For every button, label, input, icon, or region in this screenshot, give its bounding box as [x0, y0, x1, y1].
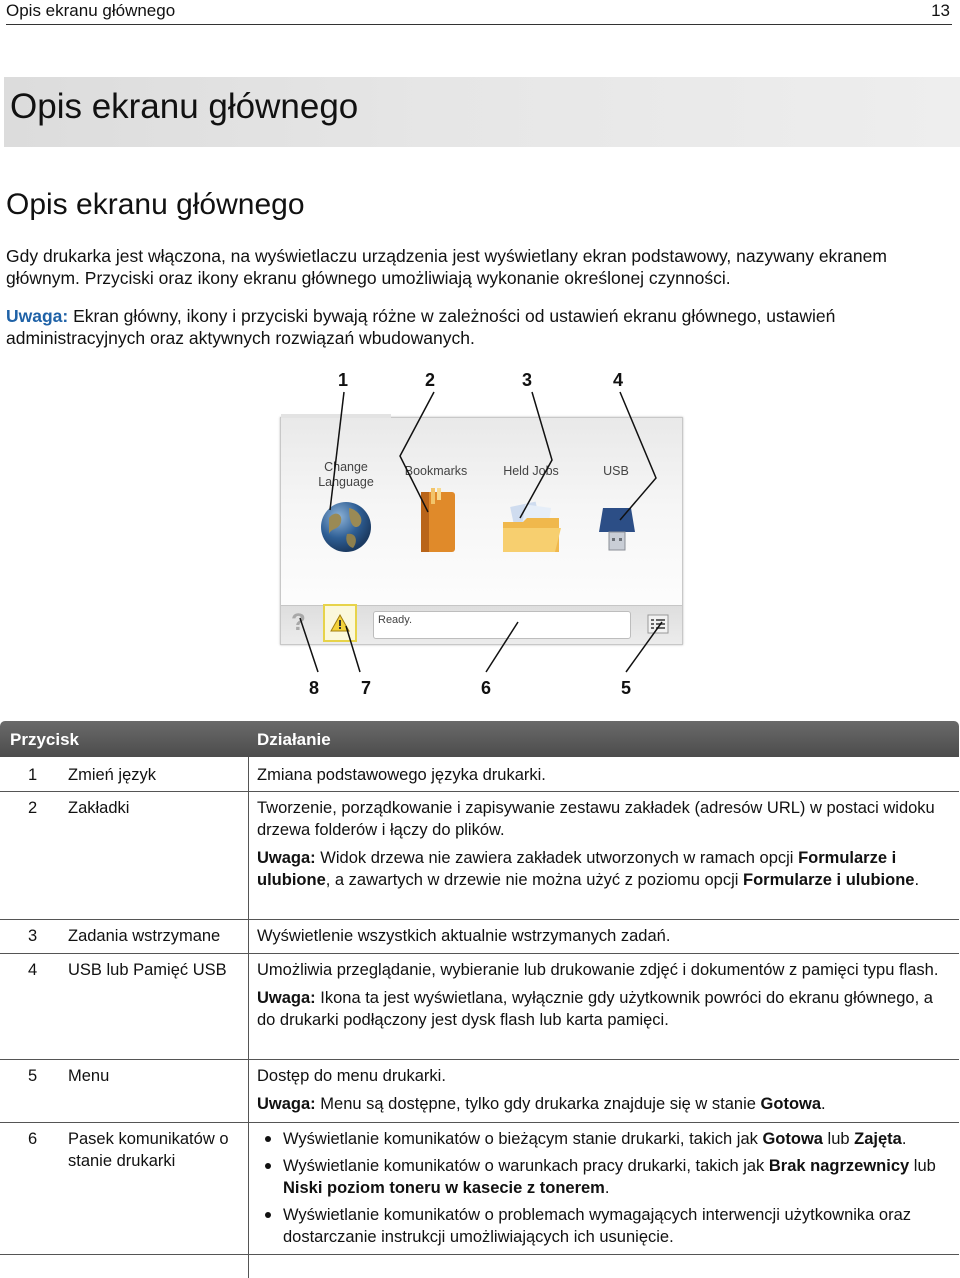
- row-button: Zadania wstrzymane: [68, 927, 221, 945]
- note-label: Uwaga:: [257, 989, 316, 1007]
- help-icon[interactable]: ?: [291, 609, 306, 636]
- callout-7: 7: [361, 678, 372, 698]
- running-header-title: Opis ekranu głównego: [6, 1, 176, 20]
- header-button: Przycisk: [10, 730, 79, 749]
- row-action: [257, 925, 955, 947]
- row-button: Pasek komunikatów o stanie drukarki: [68, 1130, 229, 1170]
- note-bold: Gotowa: [760, 1095, 822, 1113]
- action-note: [257, 847, 955, 891]
- row-number: 5: [28, 1067, 38, 1085]
- header-action: Działanie: [257, 730, 331, 749]
- running-header: [6, 0, 952, 25]
- action-text: Wyświetlenie wszystkich aktualnie wstrzymanych zadań.: [257, 927, 671, 945]
- callout-1: 1: [338, 370, 349, 390]
- intro-paragraph: Gdy drukarka jest włączona, na wyświetlaczu urządzenia jest wyświetlany ekran podstawowy, nazywany ekranem głównym. Przyciski oraz ikony ekranu głównego umożliwiają wykonanie określonej czynności.: [6, 246, 887, 288]
- table-row: [0, 791, 959, 920]
- row-button: Zmień język: [68, 766, 157, 784]
- home-screen-figure: [270, 360, 700, 705]
- callout-6: 6: [481, 678, 492, 698]
- action-text: Umożliwia przeglądanie, wybieranie lub drukowanie zdjęć i dokumentów z pamięci typu flash.: [257, 961, 939, 979]
- row-button: Menu: [68, 1067, 110, 1085]
- row-button: Zakładki: [68, 799, 130, 817]
- row-number: 2: [28, 799, 38, 817]
- bullet-list: [257, 1128, 955, 1248]
- callout-lines: [270, 360, 700, 705]
- row-number: 6: [28, 1130, 38, 1148]
- section-title: Opis ekranu głównego: [6, 188, 305, 221]
- held-jobs-label: Held Jobs: [503, 464, 559, 478]
- table-row: [0, 953, 959, 1060]
- note-bold: Formularze i ulubione: [743, 871, 915, 889]
- callout-3: 3: [522, 370, 533, 390]
- action-note: [257, 987, 955, 1031]
- bookmarks-label: Bookmarks: [404, 464, 468, 478]
- callout-4: 4: [613, 370, 624, 390]
- action-text: Tworzenie, porządkowanie i zapisywanie zestawu zakładek (adresów URL) w postaci widoku drzewa folderów i łączy do plików.: [257, 799, 935, 839]
- note-label: Uwaga:: [257, 1095, 316, 1113]
- row-button: USB lub Pamięć USB: [68, 961, 227, 979]
- table-row: [0, 919, 959, 954]
- status-message: Ready.: [378, 614, 413, 626]
- callout-8: 8: [309, 678, 320, 698]
- table-header: [0, 721, 959, 757]
- chapter-band: [4, 77, 960, 147]
- note-label: Uwaga:: [6, 306, 69, 326]
- note-text: Menu są dostępne, tylko gdy drukarka znajduje się w stanie: [315, 1095, 761, 1113]
- note-text: .: [914, 871, 920, 889]
- list-item: Wyświetlanie komunikatów o bieżącym stanie drukarki, takich jak Gotowa lub Zajęta.: [257, 1128, 955, 1150]
- usb-label: USB: [603, 464, 629, 478]
- action-note: [257, 1093, 955, 1115]
- chapter-title: Opis ekranu głównego: [10, 87, 359, 126]
- action-text: Dostęp do menu drukarki.: [257, 1067, 446, 1085]
- note-text: Ekran główny, ikony i przyciski bywają różne w zależności od ustawień ekranu głównego, ustawień administracyjnych oraz aktywnych rozwiązań wbudowanych.: [6, 306, 836, 348]
- row-action: [257, 797, 955, 891]
- note-bold: Formularze i ulubione: [257, 849, 897, 889]
- note-text: , a zawartych w drzewie nie można użyć z poziomu opcji: [325, 871, 744, 889]
- page-number: 13: [931, 1, 950, 20]
- row-action: [257, 1065, 955, 1115]
- row-number: 4: [28, 961, 38, 979]
- change-language-label: Change Language: [318, 460, 374, 489]
- row-action: [257, 764, 955, 786]
- row-action: [257, 1128, 955, 1253]
- note-paragraph: [6, 305, 956, 349]
- table-row: [0, 1122, 959, 1255]
- row-number: 1: [28, 766, 38, 784]
- row-number: 3: [28, 927, 38, 945]
- row-action: [257, 959, 955, 1031]
- list-item: Wyświetlanie komunikatów o problemach wymagających interwencji użytkownika oraz dostarczanie instrukcji umożliwiających ich usunięcie.: [257, 1204, 955, 1248]
- note-text: .: [821, 1095, 826, 1113]
- callout-2: 2: [425, 370, 436, 390]
- note-label: Uwaga:: [257, 849, 316, 867]
- action-text: Zmiana podstawowego języka drukarki.: [257, 766, 546, 784]
- note-text: Ikona ta jest wyświetlana, wyłącznie gdy użytkownik powróci do ekranu głównego, a do drukarki podłączony jest dysk flash lub karta pamięci.: [257, 989, 933, 1029]
- table-row: [0, 757, 959, 792]
- list-item: Wyświetlanie komunikatów o warunkach pracy drukarki, takich jak Brak nagrzewnicy lub Niski poziom toneru w kasecie z tonerem.: [257, 1155, 955, 1199]
- table-row: [0, 1059, 959, 1123]
- note-text: Widok drzewa nie zawiera zakładek utworzonych w ramach opcji: [315, 849, 799, 867]
- callout-5: 5: [621, 678, 632, 698]
